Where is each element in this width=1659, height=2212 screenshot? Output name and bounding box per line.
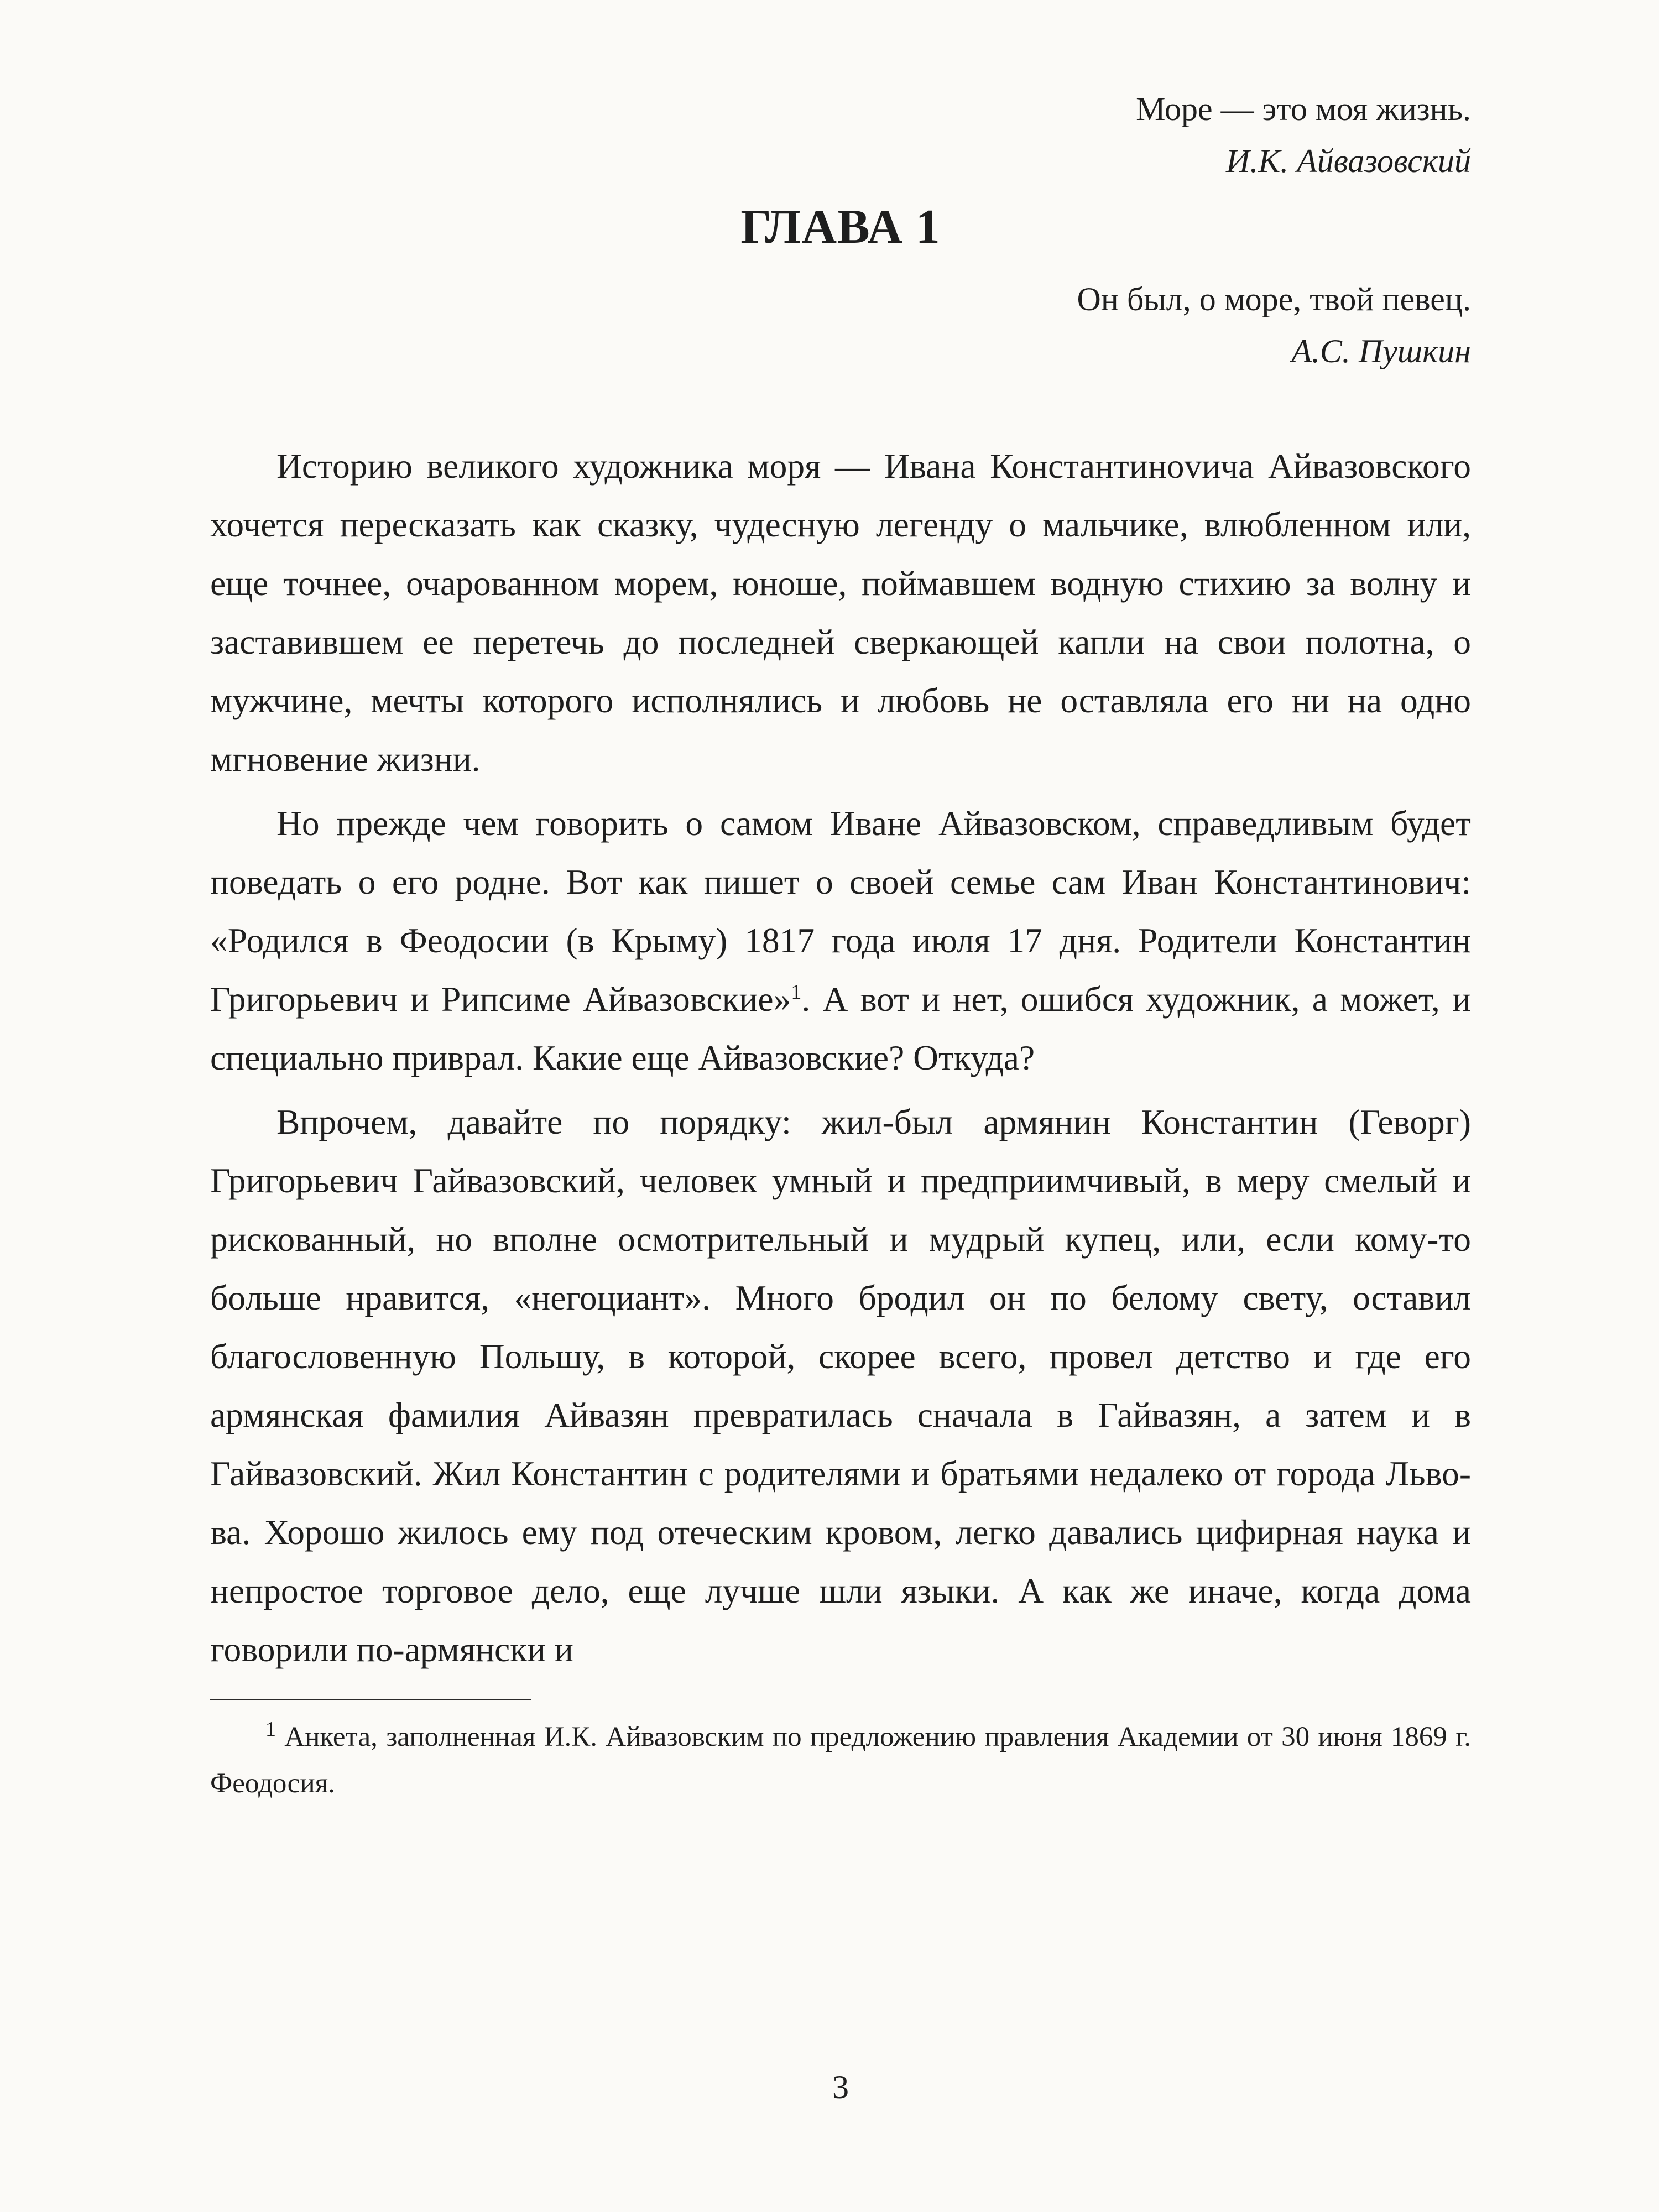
footnote <box>210 1714 1471 1807</box>
epigraph-author: И.К. Айвазовский <box>1225 143 1471 179</box>
epigraph-quote: Море — это моя жизнь. <box>1136 91 1471 127</box>
epigraph-chapter <box>210 273 1471 377</box>
epigraph-top <box>210 83 1471 187</box>
footnote-text: Анкета, заполненная И.К. Айвазовским по предложению правления Академии от 30 июня 1869 г. Феодосия. <box>210 1721 1471 1799</box>
paragraph-2 <box>210 794 1471 1087</box>
footnote-marker: 1 <box>265 1718 276 1741</box>
paragraph-2-tail: . А вот и нет, ошибся художник, а может, и специально приврал. Какие еще Айвазовские? Откуда? <box>210 979 1471 1077</box>
paragraph-1: Историю великого художника моря — Ивана Константиноvича Айвазовского хочется пересказать как сказку, чудесную легенду о мальчике, влюбленном или, еще точнее, очарованном морем, юноше, поймавшем водную стихию за волну и заставившем ее перетечь до последней сверкающей капли на свои полотна, о мужчине, мечты которого исполнялись и любовь не оставляла его ни на одно мгновение жизни. <box>210 446 1471 779</box>
page-number: 3 <box>832 2069 849 2105</box>
body-text <box>210 437 1471 1679</box>
paragraph-3: Впрочем, давайте по порядку: жил-был армянин Константин (Геворг) Григорьевич Гайвазовский, человек умный и предприимчивый, в меру смелый и рискованный, но вполне осмотрительный и мудрый купец, или, если кому-то больше нравится, «негоциант». Много бродил он по белому свету, оставил благословенную Польшу, в которой, скорее всего, провел детство и где его армянская фамилия Айвазян превратилась сначала в Гайвазян, а затем и в Гайвазовский. Жил Константин с родителями и братьями недалеко от города Львова. Хорошо жилось ему под отеческим кровом, легко давались цифирная наука и непростое торговое дело, еще лучше шли языки. А как же иначе, когда дома говорили по-армянски и <box>210 1102 1471 1669</box>
chapter-title: ГЛАВА 1 <box>740 200 941 254</box>
footnote-divider <box>210 1699 531 1700</box>
epigraph-author: А.С. Пушкин <box>1291 333 1471 369</box>
paragraph-2-text: Но прежде чем говорить о самом Иване Айвазовском, справедливым будет поведать о его родне. Вот как пишет о своей семье сам Иван Константинович: «Родился в Феодосии (в Крыму) 1817 года июля 17 дня. Родители Константин Григорьевич и Рипсиме Айвазовские» <box>210 804 1471 1019</box>
epigraph-quote: Он был, о море, твой певец. <box>1077 281 1471 317</box>
footnote-reference: 1 <box>791 980 802 1004</box>
book-page <box>210 83 1471 2184</box>
